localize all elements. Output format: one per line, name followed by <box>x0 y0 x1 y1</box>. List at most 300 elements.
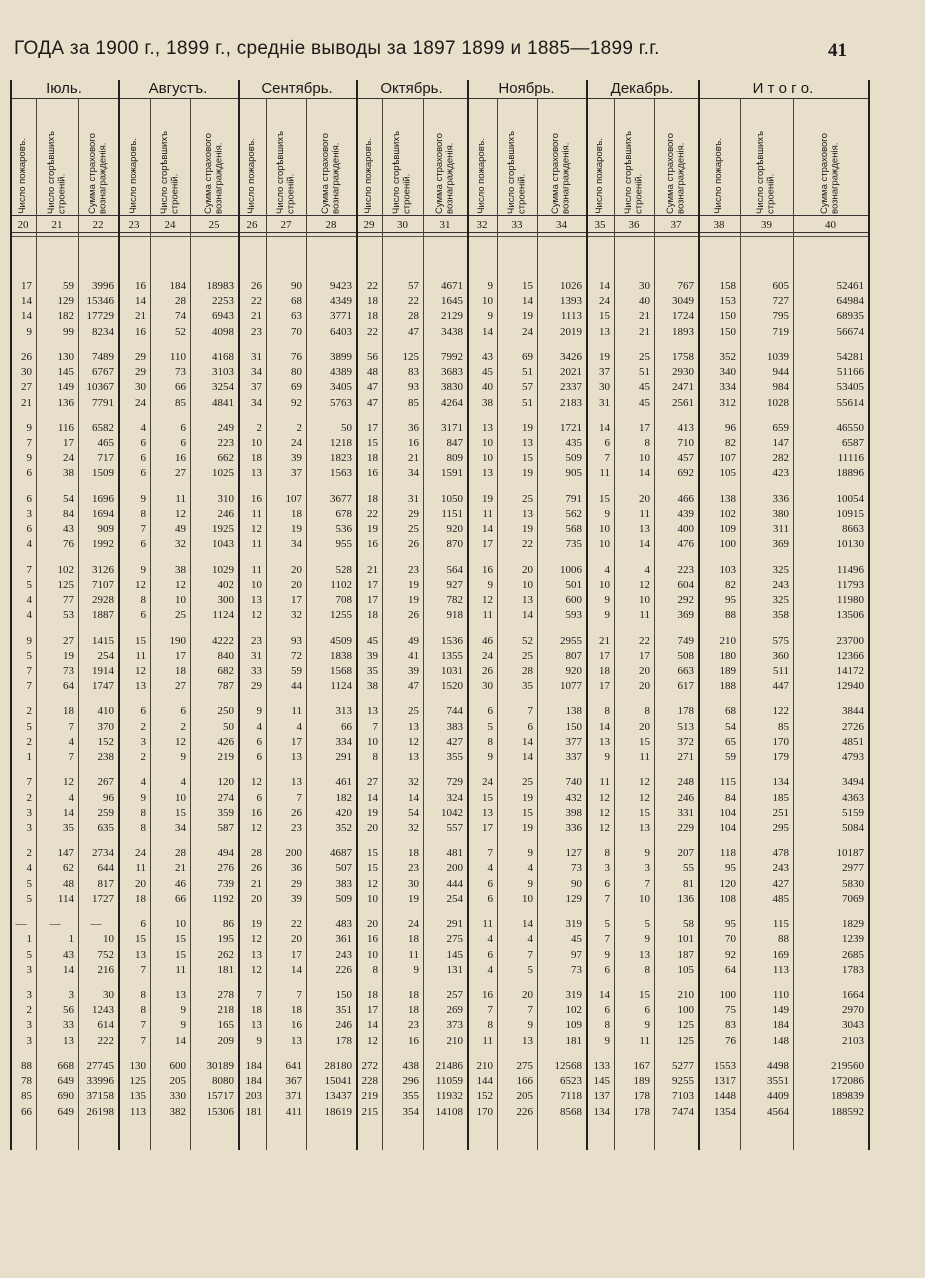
table-cell: 2 <box>26 705 32 718</box>
table-cell: 17 <box>599 649 610 662</box>
table-cell: 19 <box>63 649 74 662</box>
table-cell: 2103 <box>842 1034 864 1047</box>
table-cell: 11 <box>291 705 302 718</box>
table-cell: 30 <box>21 366 32 379</box>
table-cell: 358 <box>772 609 789 622</box>
table-cell: 1239 <box>842 933 864 946</box>
table-cell: 787 <box>217 680 234 693</box>
table-cell: 72 <box>291 649 302 662</box>
table-cell: 352 <box>719 350 736 363</box>
table-cell: 6 <box>140 467 146 480</box>
table-cell: 45 <box>367 634 378 647</box>
table-cell: 9 <box>26 421 32 434</box>
table-cell: 9 <box>487 751 493 763</box>
table-cell: 8 <box>140 806 146 819</box>
table-cell: 7103 <box>672 1090 694 1103</box>
table-cell: 18 <box>367 295 378 308</box>
table-cell: 17 <box>639 649 650 662</box>
table-cell: 2561 <box>672 396 694 409</box>
table-cell: 13 <box>522 437 533 449</box>
table-cell: 984 <box>772 381 789 394</box>
table-cell: 4 <box>487 933 493 946</box>
table-cell: 20 <box>522 563 533 576</box>
column-header-label: Число сгорѣвшихъ строеній. <box>158 130 180 214</box>
table-cell: 13 <box>408 751 419 763</box>
table-cell: 27 <box>21 381 32 394</box>
table-cell: 12 <box>599 791 610 804</box>
column-header <box>793 100 868 214</box>
column-header-label: Сумма страхового вознагражденія. <box>819 133 841 214</box>
table-cell: 21 <box>408 452 419 465</box>
table-cell: 271 <box>677 751 694 763</box>
table-cell: 14172 <box>836 664 864 677</box>
table-cell: 10 <box>599 578 610 591</box>
table-cell: 927 <box>446 578 463 591</box>
table-cell: 11 <box>135 649 146 662</box>
table-cell: 10054 <box>836 492 864 505</box>
table-cell: 34 <box>408 467 419 480</box>
table-cell: 18 <box>251 452 262 465</box>
table-cell: 12 <box>251 933 262 946</box>
table-cell: 282 <box>772 452 789 465</box>
table-cell: 1783 <box>842 963 864 976</box>
table-cell: 51 <box>522 366 533 379</box>
table-cell: 413 <box>677 421 694 434</box>
month-header: Декабрь. <box>610 80 674 97</box>
table-cell: 564 <box>446 563 463 576</box>
table-cell: 83 <box>408 366 419 379</box>
table-cell: 4 <box>26 609 32 622</box>
column-header-label: Число сгорѣвшихъ строеній. <box>274 130 296 214</box>
table-cell: 739 <box>217 877 234 890</box>
column-number: 23 <box>128 219 140 231</box>
table-cell: 9 <box>487 310 493 323</box>
table-cell: 20 <box>639 680 650 693</box>
table-cell: 43 <box>482 350 493 363</box>
table-cell: 13 <box>522 507 533 520</box>
table-cell: 27745 <box>86 1059 114 1072</box>
table-cell: 18 <box>135 892 146 905</box>
column-header <box>306 100 356 214</box>
table-cell: 13 <box>482 806 493 819</box>
table-cell: 24 <box>291 437 302 449</box>
table-cell: 80 <box>291 366 302 379</box>
table-cell: 20 <box>367 918 378 931</box>
column-number: 40 <box>825 219 836 231</box>
table-cell: 324 <box>446 791 463 804</box>
table-cell: 870 <box>446 538 463 551</box>
column-header <box>10 100 36 214</box>
table-cell: 22 <box>251 295 262 308</box>
column-header <box>497 100 537 214</box>
table-cell: 195 <box>217 933 234 946</box>
table-cell: 19 <box>367 523 378 536</box>
table-cell: 188 <box>719 680 736 693</box>
table-cell: 5159 <box>842 806 864 819</box>
table-cell: 7 <box>604 452 610 465</box>
table-cell: 6 <box>140 437 146 449</box>
table-cell: 167 <box>633 1059 650 1072</box>
table-cell: 600 <box>169 1059 186 1072</box>
table-cell: 1102 <box>330 578 352 591</box>
column-number: 38 <box>713 219 725 231</box>
table-cell: 15 <box>599 492 610 505</box>
table-cell: 107 <box>285 492 302 505</box>
table-cell: 68 <box>725 705 736 718</box>
table-cell: 150 <box>335 989 352 1001</box>
table-cell: 10367 <box>86 381 114 394</box>
table-cell: 130 <box>129 1059 146 1072</box>
table-cell: 15 <box>639 989 650 1001</box>
table-cell: 37158 <box>86 1090 114 1103</box>
table-cell: 439 <box>677 507 694 520</box>
table-cell: 19 <box>408 892 419 905</box>
table-cell: 25 <box>408 523 419 536</box>
table-cell: 7107 <box>92 578 114 591</box>
table-cell: 3 <box>644 862 650 875</box>
table-cell: 1043 <box>212 538 234 551</box>
table-cell: 668 <box>57 1059 74 1072</box>
table-cell: 83 <box>725 1019 736 1032</box>
table-cell: 29 <box>135 366 146 379</box>
table-cell: 1664 <box>842 989 864 1001</box>
table-cell: 31 <box>408 492 419 505</box>
table-cell: 58 <box>683 918 694 931</box>
table-cell: 88 <box>778 933 789 946</box>
table-cell: 16 <box>135 280 146 292</box>
table-cell: 24 <box>482 776 493 789</box>
table-cell: 203 <box>245 1090 262 1103</box>
table-cell: 8 <box>487 1019 493 1032</box>
table-cell: 16 <box>367 538 378 551</box>
table-cell: 14 <box>522 751 533 763</box>
table-cell: 14 <box>599 280 610 292</box>
table-cell: 575 <box>772 634 789 647</box>
table-cell: 136 <box>57 396 74 409</box>
table-cell: 782 <box>446 594 463 606</box>
table-cell: 56 <box>63 1004 74 1017</box>
table-cell: 2977 <box>842 862 864 875</box>
table-cell: 10 <box>482 295 493 308</box>
table-cell: 7 <box>527 948 533 961</box>
table-cell: 3 <box>26 1034 32 1047</box>
table-cell: 5084 <box>842 821 864 834</box>
table-cell: 11 <box>482 507 493 520</box>
table-cell: 18 <box>367 609 378 622</box>
table-cell: 476 <box>677 538 694 551</box>
table-cell: 246 <box>677 791 694 804</box>
table-cell: 795 <box>772 310 789 323</box>
table-cell: 8 <box>644 437 650 449</box>
table-cell: 481 <box>446 847 463 860</box>
table-cell: 3551 <box>767 1075 789 1088</box>
table-cell: 7 <box>26 680 32 693</box>
table-cell: 432 <box>565 791 582 804</box>
column-header <box>190 100 238 214</box>
table-cell: 3043 <box>842 1019 864 1032</box>
table-cell: 10 <box>175 594 186 606</box>
table-cell: 13437 <box>324 1090 352 1103</box>
table-cell: 7 <box>644 877 650 890</box>
table-cell: 125 <box>129 1075 146 1088</box>
table-cell: 51 <box>639 366 650 379</box>
table-cell: 1028 <box>767 396 789 409</box>
table-cell: 4389 <box>330 366 352 379</box>
table-cell: 77 <box>63 594 74 606</box>
table-cell: 17 <box>639 421 650 434</box>
table-cell: 11 <box>175 963 186 976</box>
table-cell: 57 <box>522 381 533 394</box>
table-cell: 3 <box>26 1019 32 1032</box>
table-cell: 22 <box>291 918 302 931</box>
table-cell: 182 <box>335 791 352 804</box>
table-cell: 1893 <box>672 325 694 338</box>
table-cell: 370 <box>97 720 114 733</box>
table-cell: 7 <box>527 1004 533 1017</box>
table-cell: 9 <box>140 492 146 505</box>
table-cell: 2 <box>26 847 32 860</box>
table-cell: 189 <box>633 1075 650 1088</box>
table-cell: 312 <box>719 396 736 409</box>
table-cell: 383 <box>335 877 352 890</box>
table-cell: 178 <box>633 1105 650 1118</box>
table-cell: 12 <box>639 776 650 789</box>
column-header-label: Сумма страхового вознагражденія. <box>319 133 341 214</box>
table-cell: 6943 <box>212 310 234 323</box>
table-cell: 19 <box>482 492 493 505</box>
table-cell: 38 <box>175 563 186 576</box>
table-cell: 8 <box>372 751 378 763</box>
table-cell: 1914 <box>92 664 114 677</box>
table-cell: 26 <box>21 350 32 363</box>
table-cell: 9423 <box>330 280 352 292</box>
table-cell: 528 <box>335 563 352 576</box>
table-cell: 3126 <box>92 563 114 576</box>
table-cell: 18 <box>408 989 419 1001</box>
column-header-label: Число сгорѣвшихъ строеній. <box>505 130 527 214</box>
table-cell: 23 <box>408 1019 419 1032</box>
table-cell: 12 <box>367 877 378 890</box>
table-cell: 180 <box>719 649 736 662</box>
table-cell: 10915 <box>836 507 864 520</box>
table-cell: 35 <box>522 680 533 693</box>
table-cell: 6 <box>644 1004 650 1017</box>
column-header <box>698 100 740 214</box>
table-cell: 15041 <box>324 1075 352 1088</box>
table-cell: 19 <box>291 523 302 536</box>
table-cell: 20 <box>291 933 302 946</box>
table-cell: 7 <box>527 705 533 718</box>
table-cell: 359 <box>217 806 234 819</box>
table-cell: 604 <box>677 578 694 591</box>
table-cell: 331 <box>677 806 694 819</box>
table-cell: 188592 <box>831 1105 864 1118</box>
table-cell: 26 <box>408 609 419 622</box>
table-cell: 18 <box>367 310 378 323</box>
table-cell: 13 <box>291 1034 302 1047</box>
table-cell: 6 <box>180 437 186 449</box>
table-cell: 15 <box>135 933 146 946</box>
table-cell: 219 <box>217 751 234 763</box>
table-cell: 840 <box>217 649 234 662</box>
table-cell: 9255 <box>672 1075 694 1088</box>
table-cell: 9 <box>644 1019 650 1032</box>
table-cell: 4 <box>487 862 493 875</box>
table-cell: 9 <box>256 705 262 718</box>
table-cell: 41 <box>408 649 419 662</box>
table-cell: 73 <box>63 664 74 677</box>
column-header-label: Число пожаровъ. <box>712 138 724 214</box>
table-cell: 25 <box>522 776 533 789</box>
column-header-label: Число сгорѣвшихъ строеній. <box>45 130 67 214</box>
table-cell: 73 <box>175 366 186 379</box>
table-cell: 3254 <box>212 381 234 394</box>
table-cell: 11 <box>482 609 493 622</box>
table-cell: 767 <box>677 280 694 292</box>
table-cell: 4 <box>527 862 533 875</box>
table-cell: 444 <box>446 877 463 890</box>
table-cell: 3899 <box>330 350 352 363</box>
table-cell: 6 <box>26 523 32 536</box>
table-cell: 28 <box>251 847 262 860</box>
table-cell: 95 <box>725 594 736 606</box>
table-cell: 14 <box>599 989 610 1001</box>
table-cell: 26 <box>251 862 262 875</box>
table-cell: 6 <box>140 918 146 931</box>
table-cell: 82 <box>725 578 736 591</box>
table-cell: 7474 <box>672 1105 694 1118</box>
table-cell: 4 <box>26 594 32 606</box>
table-cell: 10 <box>367 892 378 905</box>
table-cell: 2471 <box>672 381 694 394</box>
table-cell: 13 <box>291 776 302 789</box>
table-cell: 330 <box>169 1090 186 1103</box>
table-cell: 109 <box>565 1019 582 1032</box>
table-cell: 24 <box>482 649 493 662</box>
table-cell: 107 <box>719 452 736 465</box>
table-cell: 1124 <box>212 609 234 622</box>
table-cell: 749 <box>677 634 694 647</box>
table-cell: 483 <box>335 918 352 931</box>
table-cell: 25 <box>639 350 650 363</box>
table-cell: 147 <box>57 847 74 860</box>
table-cell: 66 <box>341 720 352 733</box>
table-cell: 7992 <box>441 350 463 363</box>
table-cell: 243 <box>772 862 789 875</box>
table-cell: 54 <box>63 492 74 505</box>
table-cell: 15 <box>175 806 186 819</box>
table-cell: 6 <box>256 751 262 763</box>
column-number: 35 <box>594 219 606 231</box>
table-cell: 4793 <box>842 751 864 763</box>
column-header <box>537 100 586 214</box>
column-number: 31 <box>439 219 451 231</box>
table-cell: 158 <box>719 280 736 292</box>
table-cell: 249 <box>217 421 234 434</box>
table-cell: 300 <box>217 594 234 606</box>
column-header <box>654 100 698 214</box>
table-cell: 88 <box>21 1059 32 1072</box>
table-cell: 920 <box>446 523 463 536</box>
table-cell: 274 <box>217 791 234 804</box>
table-cell: 28 <box>175 847 186 860</box>
table-cell: 14 <box>482 523 493 536</box>
table-cell: 39 <box>367 649 378 662</box>
table-cell: 15 <box>639 806 650 819</box>
table-cell: 95 <box>725 862 736 875</box>
table-cell: 12 <box>251 523 262 536</box>
column-header-label: Число пожаровъ. <box>593 138 605 214</box>
table-cell: 727 <box>772 295 789 308</box>
table-cell: 4564 <box>767 1105 789 1118</box>
table-cell: 49 <box>175 523 186 536</box>
table-cell: 17 <box>599 680 610 693</box>
table-cell: 593 <box>565 609 582 622</box>
table-cell: 10 <box>639 594 650 606</box>
table-cell: 246 <box>217 507 234 520</box>
table-cell: 105 <box>677 963 694 976</box>
table-cell: 27 <box>175 680 186 693</box>
table-cell: 31 <box>251 350 262 363</box>
table-cell: 43 <box>63 948 74 961</box>
table-cell: 19 <box>522 310 533 323</box>
table-cell: 34 <box>251 396 262 409</box>
table-cell: 340 <box>719 366 736 379</box>
table-cell: 4 <box>180 776 186 789</box>
table-cell: 16 <box>175 452 186 465</box>
table-cell: 11496 <box>836 563 864 576</box>
table-cell: 2 <box>26 1004 32 1017</box>
table-cell: 15 <box>367 847 378 860</box>
table-cell: 19 <box>408 594 419 606</box>
table-cell: 18 <box>408 847 419 860</box>
table-cell: 86 <box>223 918 234 931</box>
table-cell: 494 <box>217 847 234 860</box>
table-cell: 9 <box>527 847 533 860</box>
table-cell: 13 <box>639 523 650 536</box>
table-cell: 6 <box>487 705 493 718</box>
table-cell: 23 <box>408 862 419 875</box>
table-cell: 354 <box>402 1105 419 1118</box>
table-cell: 1415 <box>92 634 114 647</box>
month-header: Сентябрь. <box>261 80 333 97</box>
table-cell: 369 <box>677 609 694 622</box>
table-cell: 54 <box>725 720 736 733</box>
table-cell: 336 <box>565 821 582 834</box>
table-cell: 30 <box>103 989 114 1001</box>
table-cell: 90 <box>571 877 582 890</box>
table-cell: 15346 <box>86 295 114 308</box>
table-cell: 817 <box>97 877 114 890</box>
table-cell: 46550 <box>836 421 864 434</box>
table-cell: 15 <box>135 634 146 647</box>
column-number: 36 <box>628 219 640 231</box>
table-cell: 507 <box>335 862 352 875</box>
table-cell: 9 <box>140 563 146 576</box>
table-cell: 1025 <box>212 467 234 480</box>
table-cell: 11 <box>251 538 262 551</box>
table-cell: 6 <box>140 609 146 622</box>
table-cell: 1393 <box>560 295 582 308</box>
table-cell: 18 <box>367 452 378 465</box>
table-cell: 82 <box>725 437 736 449</box>
table-cell: 8568 <box>560 1105 582 1118</box>
table-cell: 26198 <box>86 1105 114 1118</box>
table-cell: 3830 <box>441 381 463 394</box>
table-cell: 100 <box>677 1004 694 1017</box>
table-cell: 24 <box>408 918 419 931</box>
table-cell: 24 <box>135 847 146 860</box>
